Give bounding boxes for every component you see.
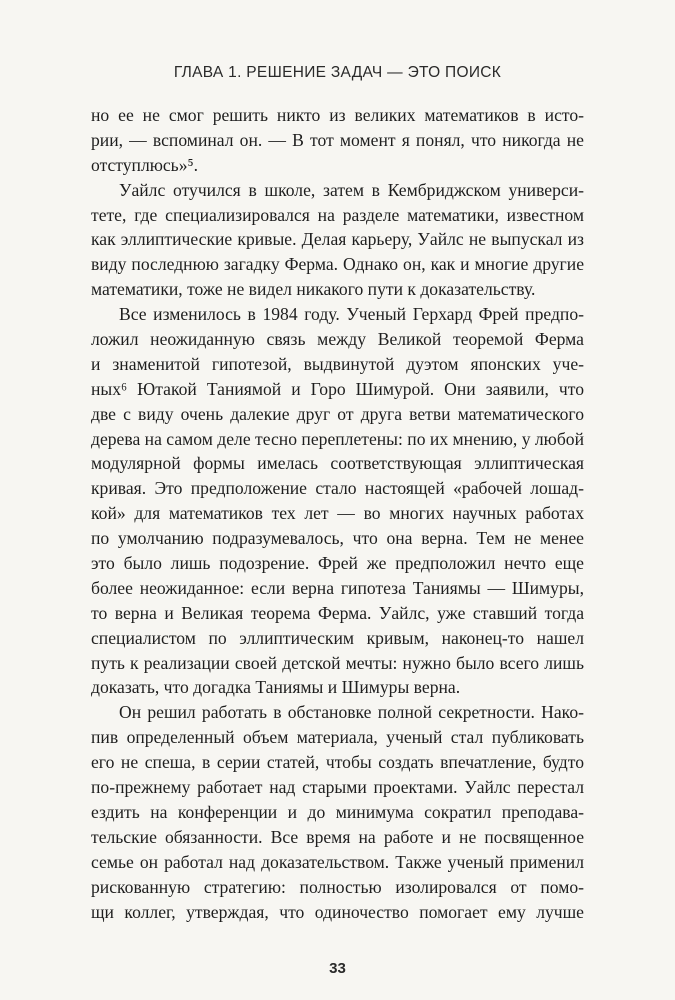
text-line: тете, где специализировался на разделе математики, известном (91, 204, 584, 225)
text-line: Все изменилось в 1984 году. Ученый Герхард Фрей предпо- (119, 304, 584, 325)
text-line: кой» для математиков тех лет — во многих научных работах (91, 503, 584, 524)
text-line: доказать, что догадка Таниямы и Шимуры верна. (91, 677, 461, 698)
text-line: по умолчанию подразумевалось, что она верна. Тем не менее (91, 528, 584, 549)
text-line: дерева на самом деле тесно переплетены: по их мнению, у любой (91, 428, 584, 449)
text-line: это было лишь подозрение. Фрей же предположил нечто еще (91, 553, 584, 574)
text-line: но ее не смог решить никто из великих математиков в исто- (91, 105, 584, 125)
page-number: 33 (329, 960, 346, 977)
text-line: ложил неожиданную связь между Великой теоремой Ферма (91, 329, 584, 350)
text-line: специалистом по эллиптическим кривым, наконец-то нашел (91, 627, 584, 648)
body-text (91, 103, 584, 924)
text-line: семье он работал над доказательством. Также ученый применил (91, 851, 584, 872)
text-line: две с виду очень далекие друг от друга ветви математического (91, 403, 584, 424)
text-line: Он решил работать в обстановке полной секретности. Нако- (119, 702, 584, 723)
text-line: путь к реализации своей детской мечты: нужно было всего лишь (91, 652, 584, 673)
text-line: ных⁶ Ютакой Таниямой и Горо Шимурой. Они заявили, что (91, 378, 584, 399)
text-line: более неожиданное: если верна гипотеза Таниямы — Шимуры, (91, 577, 584, 598)
text-line: математики, тоже не видел никакого пути к доказательству. (91, 279, 536, 300)
text-line: пив определенный объем материала, ученый стал публиковать (91, 727, 584, 748)
text-line: то верна и Великая теорема Ферма. Уайлс, уже ставший тогда (91, 602, 584, 623)
text-line: ездить на конференции и до минимума сократил преподава- (91, 801, 584, 822)
text-line: модулярной формы имелась соответствующая эллиптическая (91, 453, 584, 474)
text-line: как эллиптические кривые. Делая карьеру, Уайлс не выпускал из (91, 229, 584, 250)
text-line: тельские обязанности. Все время на работе и не посвященное (91, 826, 584, 847)
text-line: кривая. Это предположение стало настоящей «рабочей лошад- (91, 478, 584, 499)
text-line: и знаменитой гипотезой, выдвинутой дуэтом японских уче- (91, 353, 584, 374)
text-line: по-прежнему работает над старыми проектами. Уайлс перестал (91, 777, 584, 798)
text-line: виду последнюю загадку Ферма. Однако он, как и многие другие (91, 254, 584, 275)
text-line: Уайлс отучился в школе, затем в Кембриджском универси- (119, 179, 584, 200)
text-line: рискованную стратегию: полностью изолировался от помо- (91, 876, 584, 897)
text-line: его не спеша, в серии статей, чтобы создать впечатление, будто (91, 752, 584, 773)
running-head: ГЛАВА 1. РЕШЕНИЕ ЗАДАЧ — ЭТО ПОИСК (173, 64, 502, 81)
text-line: щи коллег, утверждая, что одиночество помогает ему лучше (91, 901, 584, 922)
text-line: рии, — вспоминал он. — В тот момент я понял, что никогда не (91, 129, 584, 150)
text-line: отступлюсь»⁵. (91, 154, 199, 175)
